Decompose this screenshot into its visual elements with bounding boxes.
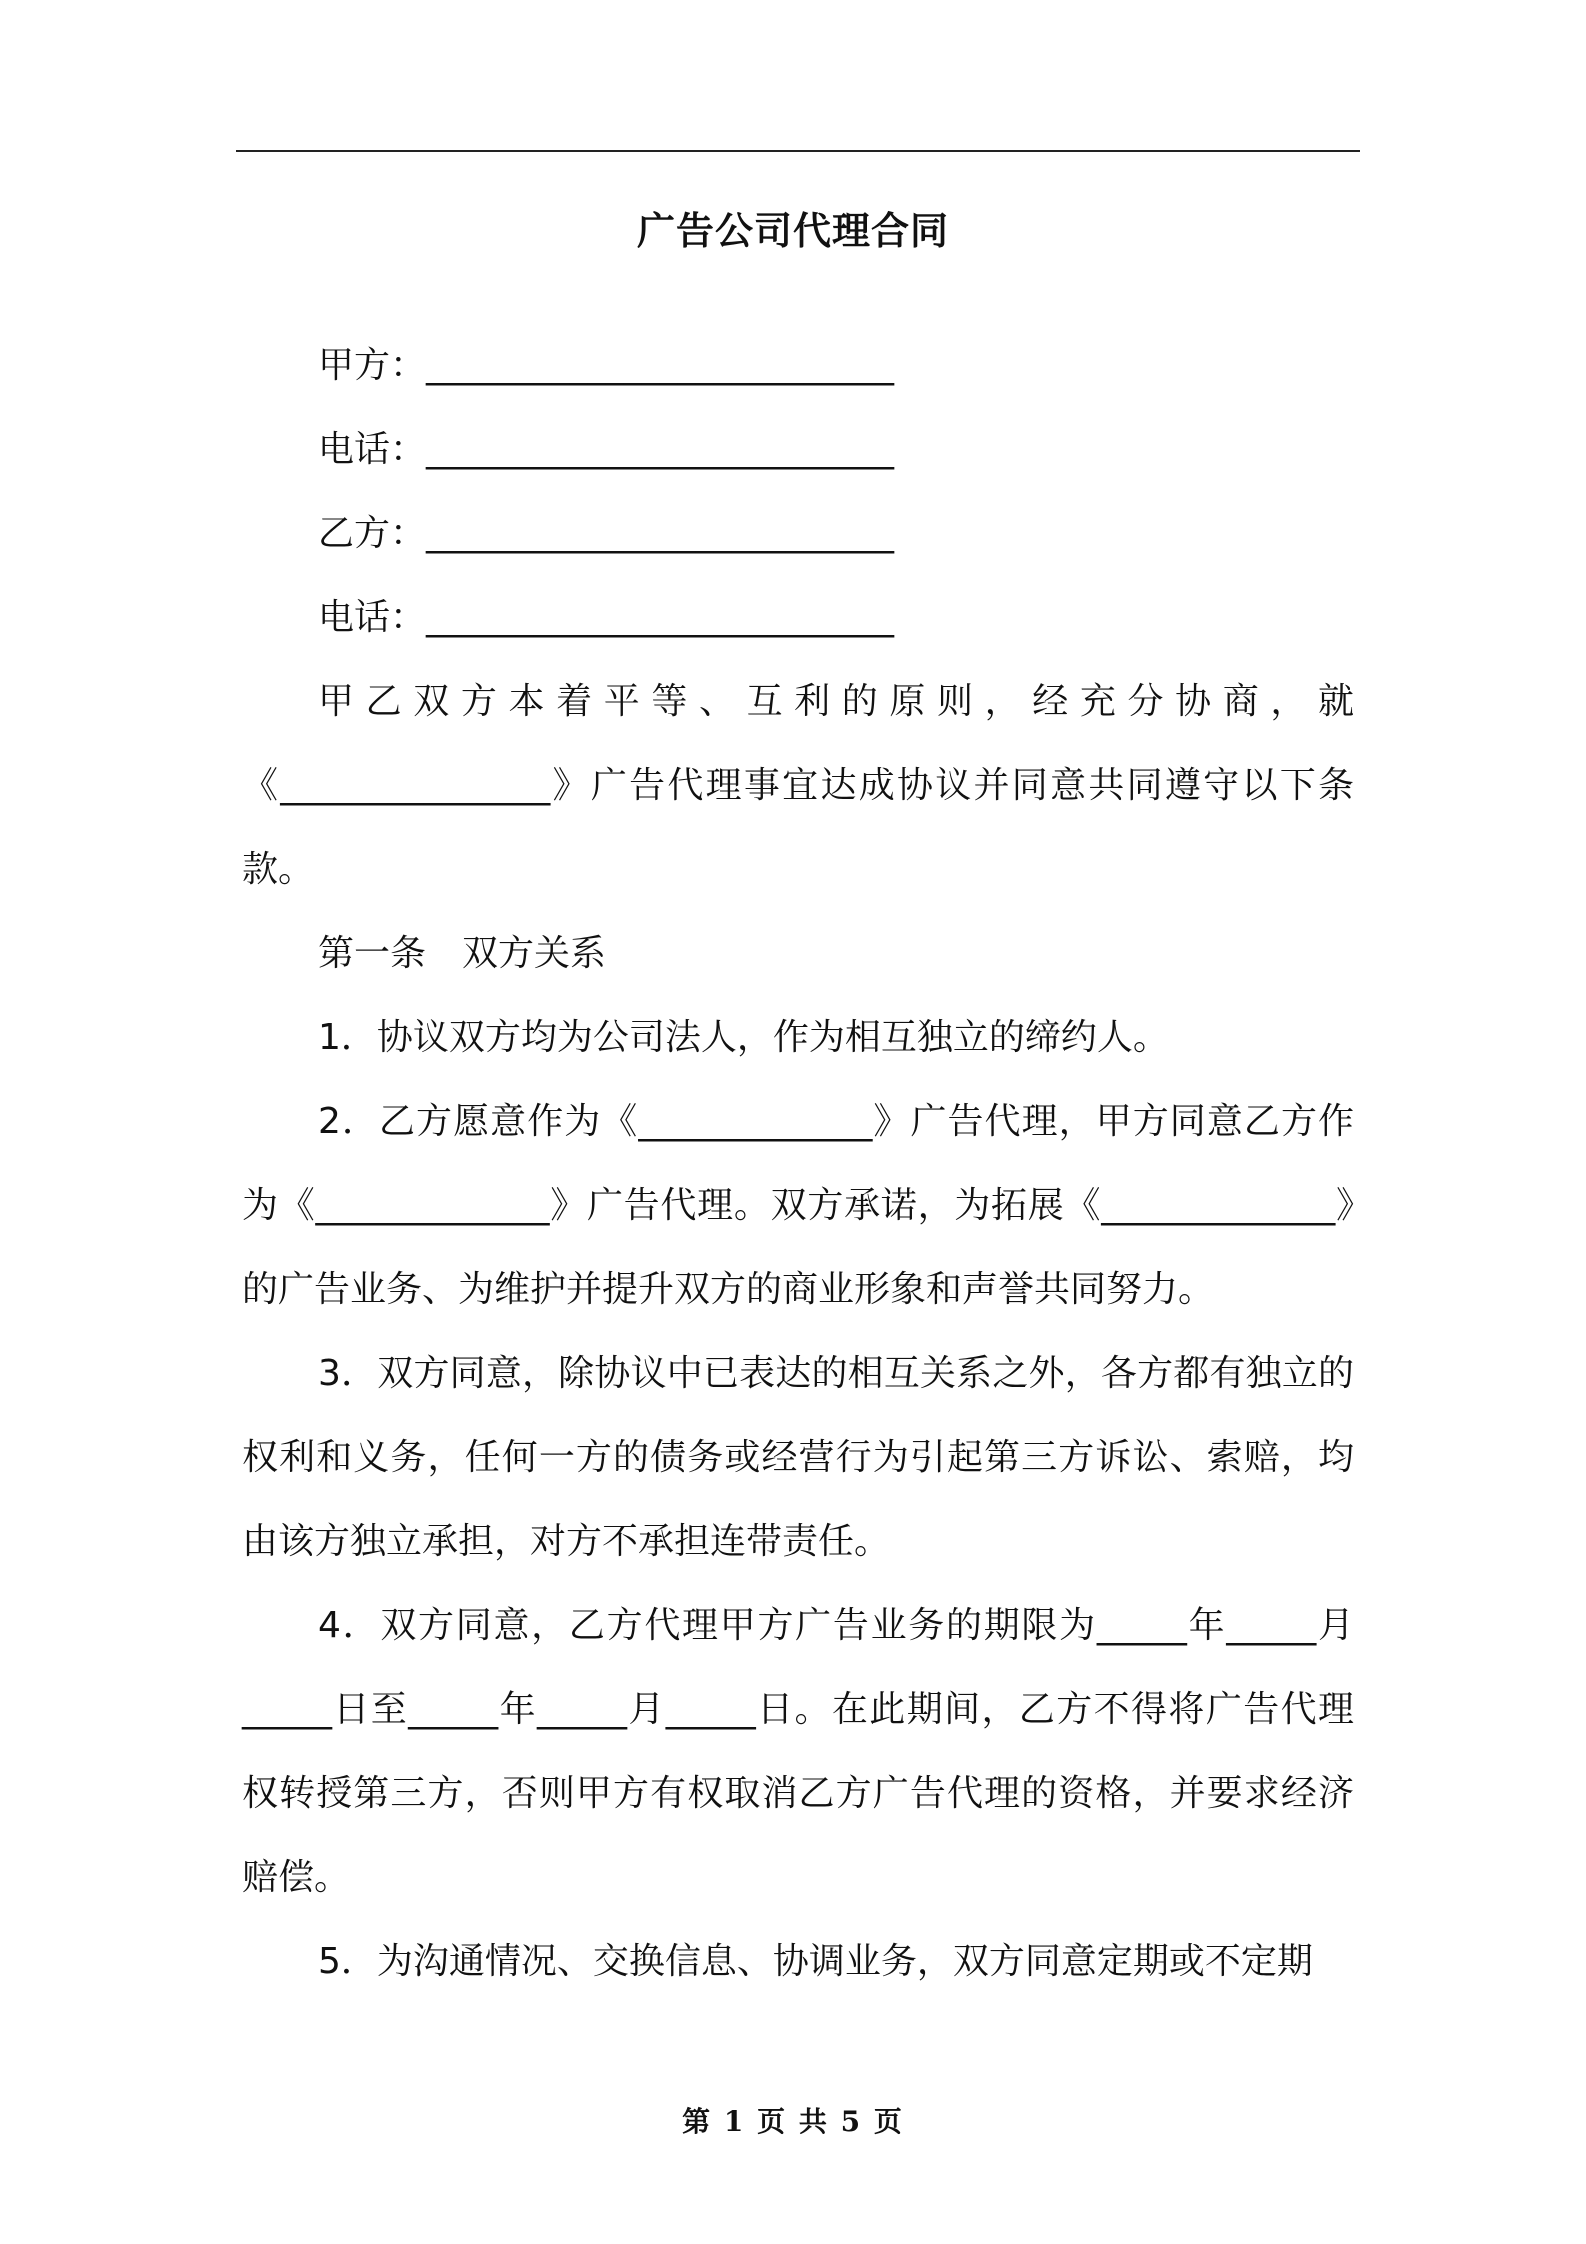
clause-4: 4．双方同意，乙方代理甲方广告业务的期限为_____年_____月_____日至_____年_____月_____日。在此期间，乙方不得将广告代理权转授第三方，否则甲方有权取消乙方广告代理的资格，并要求经济赔偿。 [242, 1605, 1354, 1898]
clause-2: 2．乙方愿意作为《_____________》广告代理，甲方同意乙方作为《_____________》广告代理。双方承诺，为拓展《_____________》的广告业务、为维护并提升双方的商业形象和声誉共同努力。 [242, 1101, 1354, 1310]
party-a-phone-field [242, 408, 1354, 492]
clause-3: 3．双方同意，除协议中已表达的相互关系之外，各方都有独立的权利和义务，任何一方的债务或经营行为引起第三方诉讼、索赔，均由该方独立承担，对方不承担连带责任。 [242, 1353, 1354, 1562]
party-b-phone-field [242, 576, 1354, 660]
party-a-field [242, 324, 1354, 408]
party-a-phone-label: 电话： [318, 429, 427, 470]
party-b-phone-label: 电话： [318, 597, 427, 638]
party-b-phone-blank: __________________________ [426, 597, 895, 638]
page-number: 第 1 页 共 5 页 [682, 2105, 904, 2138]
party-a-blank: __________________________ [426, 345, 895, 386]
party-a-label: 甲方： [318, 345, 427, 386]
document-title: 广告公司代理合同 [636, 209, 949, 253]
article-1-heading: 第一条 双方关系 [318, 933, 607, 974]
party-b-blank: __________________________ [426, 513, 895, 554]
intro-paragraph: 甲乙双方本着平等、互利的原则，经充分协商，就《_______________》广告代理事宜达成协议并同意共同遵守以下条款。 [242, 681, 1354, 890]
party-b-label: 乙方： [318, 513, 427, 554]
clause-5: 5．为沟通情况、交换信息、协调业务，双方同意定期或不定期 [318, 1941, 1313, 1982]
header-rule [236, 150, 1360, 152]
party-b-field [242, 492, 1354, 576]
document-body [242, 324, 1354, 2004]
clause-1: 1．协议双方均为公司法人，作为相互独立的缔约人。 [318, 1017, 1169, 1058]
party-a-phone-blank: __________________________ [426, 429, 895, 470]
